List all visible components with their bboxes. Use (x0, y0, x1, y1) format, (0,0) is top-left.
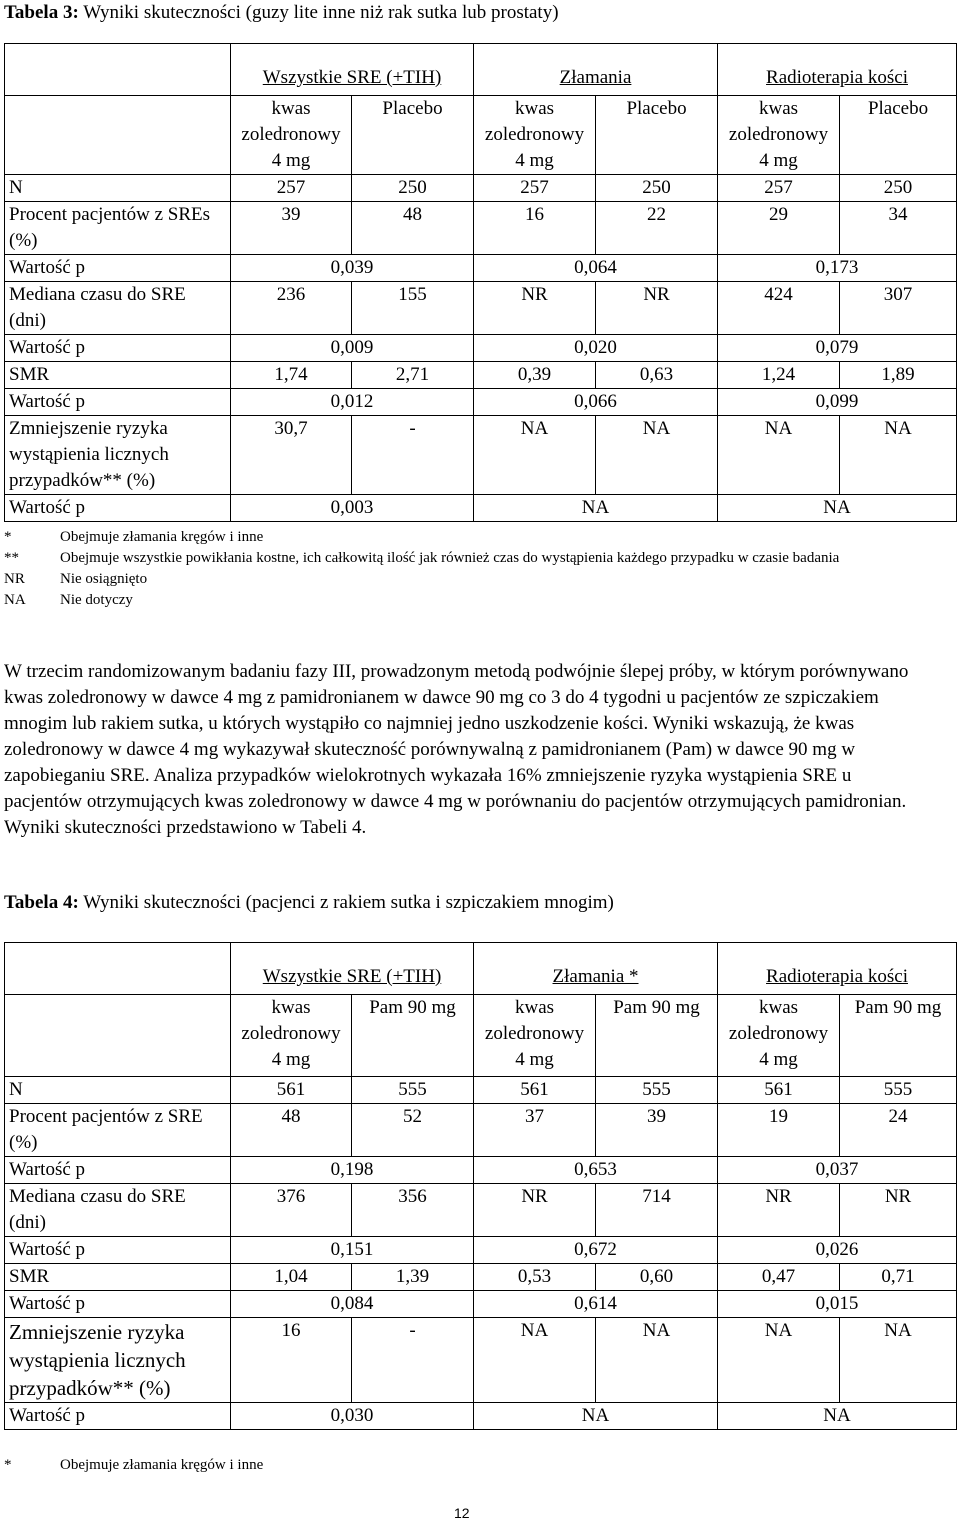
row-label: Procent pacjentów z SRE (%) (5, 1104, 231, 1157)
table-row (5, 495, 957, 522)
table-cell: 0,672 (474, 1237, 718, 1264)
row-label: Wartość p (5, 1403, 231, 1430)
table-cell: 561 (474, 1077, 596, 1104)
table-row (5, 202, 957, 255)
footnote-text: Nie osiągnięto (60, 571, 148, 587)
table-cell: 0,009 (231, 335, 474, 362)
table-cell: NR (596, 282, 718, 335)
table-cell: 424 (718, 282, 840, 335)
row-label: Wartość p (5, 255, 231, 282)
table-row (5, 1237, 957, 1264)
table-cell: 0,037 (718, 1157, 957, 1184)
table-cell: NA (718, 416, 840, 495)
table-cell: 0,71 (840, 1264, 957, 1291)
table-cell: 0,099 (718, 389, 957, 416)
table-cell: 250 (352, 175, 474, 202)
footnote (4, 590, 924, 611)
table-cell: 0,47 (718, 1264, 840, 1291)
table-cell: 555 (596, 1077, 718, 1104)
subheader-cell: Placebo (840, 96, 957, 175)
table-row (5, 1403, 957, 1430)
subheader-cell: Pam 90 mg (840, 995, 957, 1077)
body-paragraph: W trzecim randomizowanym badaniu fazy III, prowadzonym metodą podwójnie ślepej próby, w którym porównywano kwas zoledronowy w dawce 4 mg z pamidronianem w dawce 90 mg co 3 do 4 tygodni u pacjentów ze szpiczakiem mnogim lub rakiem sutka, u których wystąpiło co najmniej jedno uszkodzenie kości. Wyniki wskazują, że kwas zoledronowy w dawce 4 mg wykazywał skuteczność porównywalną z pamidronianem (Pam) w dawce 90 mg w zapobieganiu SRE. Analiza przypadków wielokrotnych wykazała 16% zmniejszenie ryzyka wystąpienia SRE u pacjentów otrzymujących kwas zoledronowy w dawce 4 mg w porównaniu do pacjentów otrzymujących pamidronian. Wyniki skuteczności przedstawiono w Tabeli 4. (4, 661, 909, 838)
table-cell: NA (474, 495, 718, 522)
table-row (5, 1157, 957, 1184)
table4-group-header-row (5, 943, 957, 995)
table-cell: 16 (474, 202, 596, 255)
table-row (5, 1264, 957, 1291)
subheader-cell: kwas zoledronowy 4 mg (474, 995, 596, 1077)
subheader-cell: Placebo (352, 96, 474, 175)
row-label: Mediana czasu do SRE (dni) (5, 1184, 231, 1237)
table-row (5, 255, 957, 282)
table-cell: NR (474, 282, 596, 335)
table-cell: 37 (474, 1104, 596, 1157)
footnote-key: NR (4, 571, 25, 587)
table-cell: NA (840, 416, 957, 495)
table-cell: 307 (840, 282, 957, 335)
subheader-cell: kwas zoledronowy 4 mg (231, 96, 352, 175)
table3-corner-cell (5, 96, 231, 175)
table-row (5, 416, 957, 495)
table3-title-text: Wyniki skuteczności (guzy lite inne niż rak sutka lub prostaty) (83, 2, 559, 23)
table4-group-header (718, 943, 957, 995)
table-cell: 1,24 (718, 362, 840, 389)
table-cell: 30,7 (231, 416, 352, 495)
row-label: Zmniejszenie ryzyka wystąpienia licznych przypadków** (%) (5, 416, 231, 495)
table-cell: NA (474, 416, 596, 495)
footnote (4, 527, 924, 548)
table-row (5, 1077, 957, 1104)
table-cell: NA (596, 1318, 718, 1403)
table-cell: NR (718, 1184, 840, 1237)
subheader-cell: Pam 90 mg (352, 995, 474, 1077)
table-cell: NA (718, 1403, 957, 1430)
table-cell: 0,653 (474, 1157, 718, 1184)
table4 (4, 942, 957, 1430)
table-cell: 376 (231, 1184, 352, 1237)
table3-footnotes (4, 527, 924, 611)
table3 (4, 43, 957, 522)
table-cell: 555 (352, 1077, 474, 1104)
footnote-key: ** (4, 550, 19, 566)
row-label: Wartość p (5, 1291, 231, 1318)
footnote-text: Obejmuje wszystkie powikłania kostne, ich całkowitą ilość jak również czas do wystąpienia każdego przypadku w czasie badania (60, 550, 840, 566)
footnote-text: Obejmuje złamania kręgów i inne (60, 1457, 264, 1473)
table4-group-header (474, 943, 718, 995)
table3-corner-cell (5, 44, 231, 96)
table-cell: 257 (718, 175, 840, 202)
table-cell: 0,020 (474, 335, 718, 362)
table3-group-header (718, 44, 957, 96)
row-label: Mediana czasu do SRE (dni) (5, 282, 231, 335)
table4-corner-cell (5, 943, 231, 995)
table-cell: NA (840, 1318, 957, 1403)
table-cell: 250 (596, 175, 718, 202)
table-cell: 48 (352, 202, 474, 255)
table-cell: 0,066 (474, 389, 718, 416)
table-cell: 34 (840, 202, 957, 255)
group-label: Wszystkie SRE (+TIH) (262, 67, 442, 88)
table-cell: NA (718, 495, 957, 522)
group-label: Złamania (559, 67, 632, 88)
table-cell: 0,012 (231, 389, 474, 416)
group-label: Radioterapia kości (766, 966, 908, 987)
table-cell: 29 (718, 202, 840, 255)
table-cell: 0,030 (231, 1403, 474, 1430)
subheader-cell: kwas zoledronowy 4 mg (718, 995, 840, 1077)
subheader-cell: Pam 90 mg (596, 995, 718, 1077)
table4-title-bold: Tabela 4: (4, 892, 79, 913)
row-label: Wartość p (5, 1157, 231, 1184)
group-label: Radioterapia kości (766, 67, 908, 88)
table-cell: NR (474, 1184, 596, 1237)
table-cell: 24 (840, 1104, 957, 1157)
table-cell: 561 (718, 1077, 840, 1104)
table-cell: 0,039 (231, 255, 474, 282)
table-cell: 714 (596, 1184, 718, 1237)
table-cell: 257 (231, 175, 352, 202)
row-label: Wartość p (5, 389, 231, 416)
table-cell: 1,89 (840, 362, 957, 389)
table-cell: 1,04 (231, 1264, 352, 1291)
table-cell: 22 (596, 202, 718, 255)
table3-title: Tabela 3: Wyniki skuteczności (guzy lite inne niż rak sutka lub prostaty) (4, 2, 559, 23)
footnote-text: Nie dotyczy (60, 592, 133, 608)
subheader-cell: kwas zoledronowy 4 mg (231, 995, 352, 1077)
table-cell: 2,71 (352, 362, 474, 389)
table3-group-header-row (5, 44, 957, 96)
table3-group-header (474, 44, 718, 96)
table-cell: 0,63 (596, 362, 718, 389)
table-cell: 0,39 (474, 362, 596, 389)
table4-corner-cell (5, 995, 231, 1077)
table-cell: 0,064 (474, 255, 718, 282)
table-cell: 0,60 (596, 1264, 718, 1291)
group-label: Wszystkie SRE (+TIH) (262, 966, 442, 987)
table-cell: 16 (231, 1318, 352, 1403)
table-cell: 0,53 (474, 1264, 596, 1291)
table-cell: 250 (840, 175, 957, 202)
table-row (5, 1184, 957, 1237)
table-row (5, 175, 957, 202)
table-cell: 0,015 (718, 1291, 957, 1318)
row-label: Procent pacjentów z SREs (%) (5, 202, 231, 255)
table-row (5, 282, 957, 335)
table4-footnotes (4, 1455, 924, 1476)
footnote-key: NA (4, 592, 26, 608)
table-cell: - (352, 1318, 474, 1403)
row-label: N (5, 1077, 231, 1104)
table-row (5, 1291, 957, 1318)
table4-subheader-row (5, 995, 957, 1077)
row-label: Wartość p (5, 495, 231, 522)
subheader-cell: kwas zoledronowy 4 mg (718, 96, 840, 175)
row-label: Zmniejszenie ryzyka wystąpienia licznych przypadków** (%) (5, 1318, 231, 1403)
table-cell: 0,614 (474, 1291, 718, 1318)
table-cell: 0,026 (718, 1237, 957, 1264)
subheader-cell: kwas zoledronowy 4 mg (474, 96, 596, 175)
table-cell: 1,74 (231, 362, 352, 389)
table-cell: 0,151 (231, 1237, 474, 1264)
table-cell: 155 (352, 282, 474, 335)
table3-group-header (231, 44, 474, 96)
row-label: Wartość p (5, 335, 231, 362)
table-cell: NA (596, 416, 718, 495)
table-cell: 48 (231, 1104, 352, 1157)
table-row (5, 1318, 957, 1403)
table-cell: 356 (352, 1184, 474, 1237)
table3-subheader-row (5, 96, 957, 175)
footnote (4, 1455, 924, 1476)
table-cell: 39 (231, 202, 352, 255)
group-label: Złamania * (552, 966, 639, 987)
table-row (5, 1104, 957, 1157)
table-cell: 39 (596, 1104, 718, 1157)
table-row (5, 389, 957, 416)
row-label: SMR (5, 1264, 231, 1291)
table-cell: 52 (352, 1104, 474, 1157)
table-cell: 555 (840, 1077, 957, 1104)
table-cell: 1,39 (352, 1264, 474, 1291)
table-cell: 0,198 (231, 1157, 474, 1184)
table-cell: 561 (231, 1077, 352, 1104)
table4-group-header (231, 943, 474, 995)
table-row (5, 335, 957, 362)
table-cell: - (352, 416, 474, 495)
table-cell: NA (718, 1318, 840, 1403)
table-row (5, 362, 957, 389)
table4-title (4, 892, 614, 914)
table-cell: 0,003 (231, 495, 474, 522)
table4-title-text: Wyniki skuteczności (pacjenci z rakiem sutka i szpiczakiem mnogim) (78, 892, 614, 913)
row-label: Wartość p (5, 1237, 231, 1264)
table-cell: NA (474, 1403, 718, 1430)
footnote-text: Obejmuje złamania kręgów i inne (60, 529, 264, 545)
footnote-key: * (4, 529, 12, 545)
table-cell: NR (840, 1184, 957, 1237)
table-cell: 0,173 (718, 255, 957, 282)
table-cell: 19 (718, 1104, 840, 1157)
subheader-cell: Placebo (596, 96, 718, 175)
footnote (4, 569, 924, 590)
table-cell: 236 (231, 282, 352, 335)
table-cell: NA (474, 1318, 596, 1403)
table-cell: 0,079 (718, 335, 957, 362)
footnote-key: * (4, 1457, 12, 1473)
footnote (4, 548, 924, 569)
row-label: N (5, 175, 231, 202)
row-label: SMR (5, 362, 231, 389)
table-cell: 257 (474, 175, 596, 202)
page-number: 12 (454, 1505, 470, 1521)
table-cell: 0,084 (231, 1291, 474, 1318)
